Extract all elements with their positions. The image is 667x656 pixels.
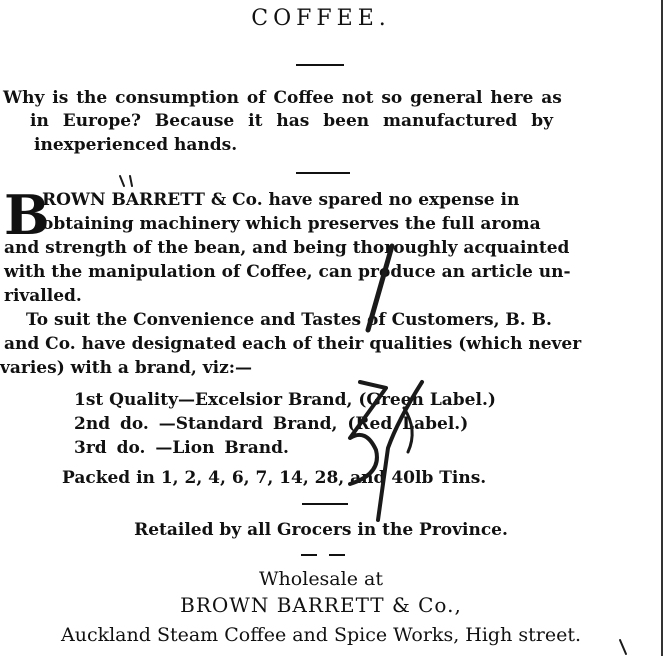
body-line-1: ROWN BARRETT & Co. have spared no expense in xyxy=(42,190,520,210)
question-line-1: Why is the consumption of Coffee not so general here as xyxy=(3,88,562,108)
retailed-line: Retailed by all Grocers in the Province. xyxy=(134,520,508,540)
divider-rule xyxy=(302,503,348,505)
body-line-6: To suit the Convenience and Tastes of Customers, B. B. xyxy=(26,310,552,330)
divider-rule xyxy=(329,554,345,556)
divider-rule xyxy=(296,172,350,174)
advert-title: COFFEE. xyxy=(251,6,391,31)
body-line-2: obtaining machinery which preserves the full aroma xyxy=(42,214,541,234)
question-line-2: in Europe? Because it has been manufactured by xyxy=(30,111,553,131)
column-border xyxy=(661,0,663,656)
pencil-tick-marks xyxy=(120,176,132,186)
divider-rule xyxy=(296,64,344,66)
body-line-7: and Co. have designated each of their qualities (which never xyxy=(4,334,582,354)
packed-line: Packed in 1, 2, 4, 6, 7, 14, 28, and 40lb Tins. xyxy=(62,468,487,488)
brand-line-1: 1st Quality—Excelsior Brand, (Green Label.) xyxy=(74,390,496,410)
works-address: Auckland Steam Coffee and Spice Works, High street. xyxy=(60,624,581,646)
body-line-3: and strength of the bean, and being thoroughly acquainted xyxy=(4,238,570,258)
wholesale-heading: Wholesale at xyxy=(259,568,383,590)
body-line-5: rivalled. xyxy=(4,286,82,306)
body-line-8: varies) with a brand, viz:— xyxy=(0,358,253,378)
body-line-4: with the manipulation of Coffee, can produce an article un- xyxy=(4,262,571,282)
divider-rule xyxy=(301,554,317,556)
drop-cap-letter: B xyxy=(4,183,50,247)
company-name: BROWN BARRETT & Co., xyxy=(180,593,462,617)
question-line-3: inexperienced hands. xyxy=(34,135,238,155)
brand-line-2: 2nd do. —Standard Brand, (Red Label.) xyxy=(74,414,469,434)
brand-line-3: 3rd do. —Lion Brand. xyxy=(74,438,289,458)
